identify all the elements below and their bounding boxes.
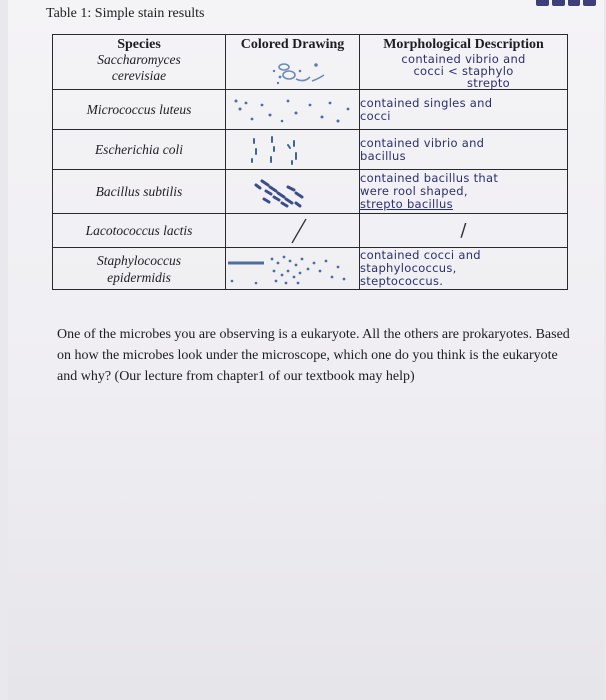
header-row bbox=[53, 35, 568, 90]
drawing-cell bbox=[226, 214, 360, 248]
drawing-bacillus bbox=[226, 171, 360, 213]
drawing-staphylococcus bbox=[226, 249, 360, 289]
description-cell bbox=[360, 214, 568, 248]
worksheet-page bbox=[8, 0, 604, 700]
species-cell bbox=[53, 130, 226, 170]
bleed-through-text bbox=[68, 400, 588, 700]
species-cell bbox=[53, 90, 226, 130]
description-line: contained vibrio and bbox=[360, 135, 485, 150]
drawing-header-label: Colored Drawing bbox=[240, 37, 345, 52]
page-edge-mark bbox=[536, 0, 596, 6]
table-row bbox=[53, 170, 568, 214]
table-row bbox=[53, 130, 568, 170]
stain-results-table bbox=[52, 34, 568, 290]
species-label: Lacotococcus lactis bbox=[85, 223, 193, 238]
species-label: Staphylococcus bbox=[97, 252, 181, 268]
species-label: cerevisiae bbox=[111, 68, 167, 83]
species-label: Micrococcus luteus bbox=[86, 102, 192, 117]
drawing-cell bbox=[226, 170, 360, 214]
description-cell bbox=[360, 170, 568, 214]
drawing-column-header bbox=[226, 35, 360, 90]
drawing-cell bbox=[226, 130, 360, 170]
description-line: were rool shaped, bbox=[360, 184, 468, 198]
description-line: contained bacillus that bbox=[360, 171, 499, 185]
question-text: One of the microbes you are observing is a eukaryote. All the others are prokaryotes. Based on how the microbes look under the microscope, which one do you think is the eukaryote and why? (Our lecture from chapter1 of our textbook may help) bbox=[57, 327, 570, 384]
drawing-saccharomyces bbox=[226, 53, 360, 89]
species-cell bbox=[53, 214, 226, 248]
description-cell bbox=[360, 248, 568, 290]
description-column-header bbox=[360, 35, 568, 90]
drawing-escherichia bbox=[226, 131, 360, 169]
table-caption: Table 1: Simple stain results bbox=[46, 6, 205, 21]
description-line: bacillus bbox=[360, 148, 406, 163]
drawing-micrococcus bbox=[226, 91, 360, 129]
species-label: Saccharomyces bbox=[97, 52, 181, 67]
description-line: staphylococcus, bbox=[360, 261, 457, 275]
species-column-header bbox=[53, 35, 226, 90]
description-line: contained singles and bbox=[360, 95, 493, 110]
species-cell bbox=[53, 170, 226, 214]
drawing-cell bbox=[226, 248, 360, 290]
description-cell bbox=[360, 130, 568, 170]
drawing-lactococcus bbox=[226, 215, 360, 247]
description-line: contained vibrio and bbox=[401, 52, 526, 66]
species-label: epidermidis bbox=[107, 269, 171, 285]
description-line: strepto bbox=[467, 76, 510, 90]
description-line: / bbox=[460, 220, 467, 241]
drawing-cell bbox=[226, 90, 360, 130]
table-row bbox=[53, 90, 568, 130]
description-header-label: Morphological Description bbox=[383, 37, 544, 52]
table-row bbox=[53, 214, 568, 248]
description-line: cocci < staphylo bbox=[413, 64, 514, 78]
table-row bbox=[53, 248, 568, 290]
species-label: Bacillus subtilis bbox=[95, 184, 183, 199]
description-line: cocci bbox=[360, 108, 391, 123]
description-line: strepto bacillus bbox=[360, 197, 453, 211]
description-cell bbox=[360, 90, 568, 130]
species-label: Escherichia coli bbox=[94, 142, 184, 157]
description-line: contained cocci and bbox=[360, 248, 481, 262]
description-line: steptococcus. bbox=[360, 274, 444, 288]
species-header-label: Species bbox=[117, 37, 161, 52]
species-cell bbox=[53, 248, 226, 290]
